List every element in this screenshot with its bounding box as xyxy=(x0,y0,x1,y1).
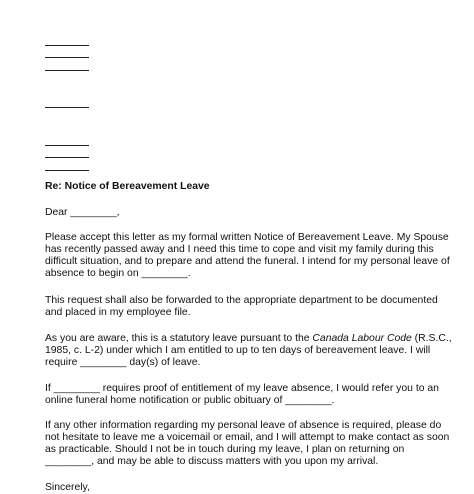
paragraph-line: has recently passed away and I need this time to cope and visit my family during this xyxy=(45,244,434,255)
paragraph-documentation xyxy=(45,295,441,319)
paragraph-line xyxy=(45,333,452,345)
paragraph-notice xyxy=(45,232,450,280)
paragraph-line: Please accept this letter as my formal written Notice of Bereavement Leave. My Spouse xyxy=(45,232,449,243)
sender-city-blank xyxy=(45,70,89,71)
statute-intro: As you are aware, this is a statutory leave pursuant to the xyxy=(45,333,313,344)
recipient-address-blank xyxy=(45,157,89,158)
paragraph-line: If ________ requires proof of entitlement of my leave absence, I would refer you to an xyxy=(45,383,439,394)
paragraph-line: and placed in my employee file. xyxy=(45,307,191,318)
paragraph-line: difficult situation, and to prepare and attend the funeral. I intend for my personal leave of xyxy=(45,256,450,267)
paragraph-line: ________, and may be able to discuss matters with you upon my arrival. xyxy=(45,456,379,467)
paragraph-line: 1985, c. L-2) under which I am entitled to up to ten days of bereavement leave. I will xyxy=(45,345,431,356)
date-blank xyxy=(45,107,89,108)
subject-line: Re: Notice of Bereavement Leave xyxy=(45,181,210,192)
paragraph-contact xyxy=(45,420,450,468)
paragraph-line: require ________ day(s) of leave. xyxy=(45,357,201,368)
paragraph-line: as practicable. Should I not be in touch during my leave, I plan on returning on xyxy=(45,444,405,455)
sender-address-blank xyxy=(45,57,89,58)
paragraph-line: online funeral home notification or public obituary of ________. xyxy=(45,395,335,406)
recipient-city-blank xyxy=(45,170,89,171)
paragraph-line: absence to begin on ________. xyxy=(45,268,191,279)
salutation: Dear ________, xyxy=(45,207,120,218)
closing: Sincerely, xyxy=(45,482,90,493)
paragraph-line: not hesitate to leave me a voicemail or email, and I will attempt to make contact as soon xyxy=(45,432,450,443)
paragraph-line: This request shall also be forwarded to the appropriate department to be documented xyxy=(45,295,438,306)
paragraph-statutory xyxy=(45,333,452,369)
paragraph-proof xyxy=(45,383,441,407)
statute-citation: (R.S.C., xyxy=(411,333,452,344)
statute-name: Canada Labour Code xyxy=(312,333,412,344)
paragraph-line: If any other information regarding my personal leave of absence is required, please do xyxy=(45,420,442,431)
sender-name-blank xyxy=(45,45,89,46)
recipient-name-blank xyxy=(45,145,89,146)
